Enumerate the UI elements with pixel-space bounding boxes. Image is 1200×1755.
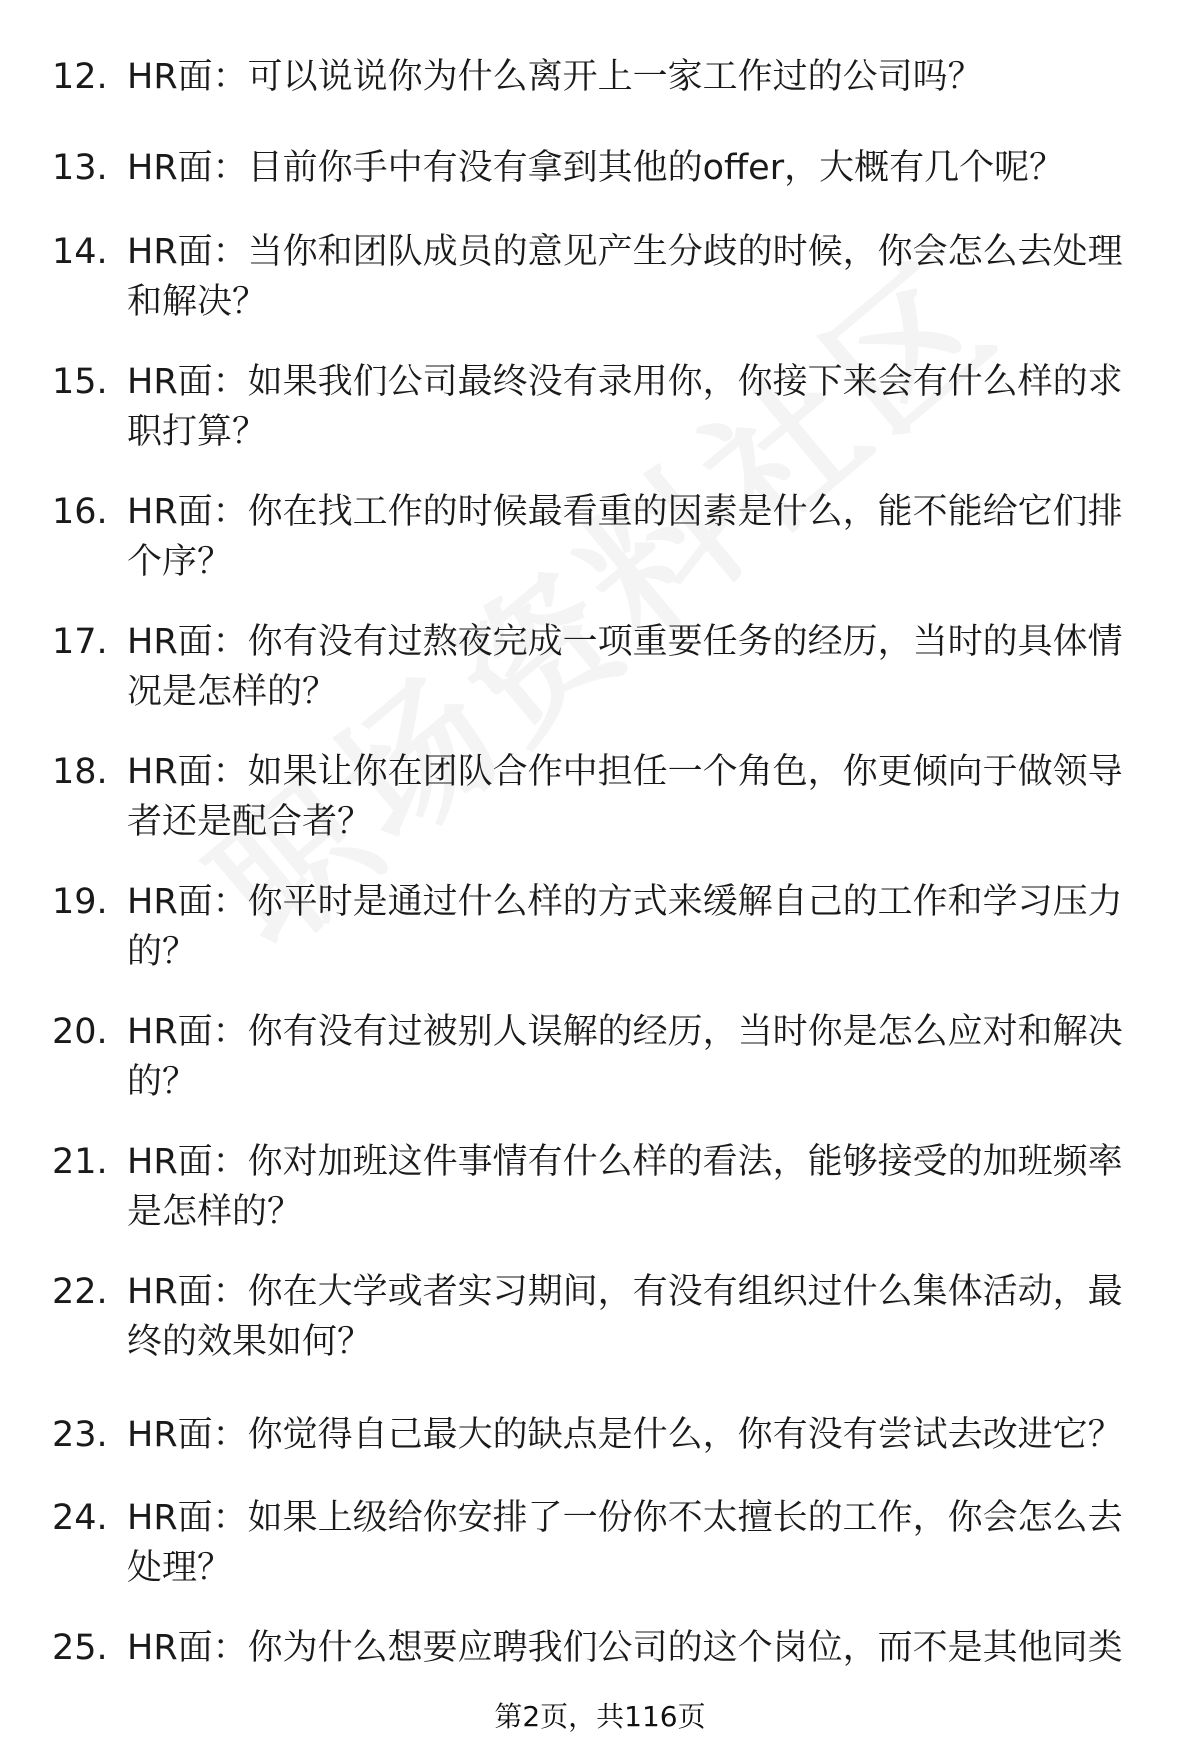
item-text (127, 1267, 1152, 1367)
item-number: 24. (52, 1498, 108, 1538)
item-number: 20. (52, 1012, 108, 1052)
item-number: 21. (52, 1142, 108, 1182)
item-text-line: 处理？ (127, 1548, 233, 1588)
item-text-line: HR面：如果上级给你安排了一份你不太擅长的工作，你会怎么去 (127, 1498, 1123, 1538)
item-text-line: HR面：你有没有过被别人误解的经历，当时你是怎么应对和解决 (127, 1012, 1123, 1052)
item-text-line: 况是怎样的？ (127, 672, 338, 712)
item-text (127, 1007, 1152, 1107)
item-number: 13. (52, 148, 108, 188)
item-text (127, 1493, 1152, 1593)
item-number: 23. (52, 1415, 108, 1455)
item-text-line: HR面：如果我们公司最终没有录用你，你接下来会有什么样的求 (127, 362, 1123, 402)
item-number: 25. (52, 1628, 108, 1668)
item-text-line: HR面：你为什么想要应聘我们公司的这个岗位，而不是其他同类 (127, 1628, 1123, 1668)
item-number: 14. (52, 232, 108, 272)
item-text-line: HR面：你觉得自己最大的缺点是什么，你有没有尝试去改进它？ (127, 1415, 1123, 1455)
item-text (127, 487, 1152, 587)
item-text-line: 和解决？ (127, 282, 268, 322)
item-number: 18. (52, 752, 108, 792)
item-text-line: 终的效果如何？ (127, 1322, 373, 1362)
item-number: 15. (52, 362, 108, 402)
item-text (127, 747, 1152, 847)
item-text-line: 个序？ (127, 542, 233, 582)
item-text (127, 52, 1152, 102)
item-text (127, 227, 1152, 327)
item-text-line: 是怎样的？ (127, 1192, 303, 1232)
item-text-line: HR面：你在大学或者实习期间，有没有组织过什么集体活动，最 (127, 1272, 1123, 1312)
item-number: 22. (52, 1272, 108, 1312)
item-text (127, 1623, 1152, 1673)
item-text (127, 1137, 1152, 1237)
item-text-line: 职打算？ (127, 412, 268, 452)
item-text (127, 1410, 1152, 1460)
item-text-line: 的？ (127, 1062, 198, 1102)
item-text (127, 877, 1152, 977)
item-text (127, 617, 1152, 717)
item-text-line: HR面：你平时是通过什么样的方式来缓解自己的工作和学习压力 (127, 882, 1123, 922)
item-text-line: 的？ (127, 932, 198, 972)
item-text-line: 者还是配合者？ (127, 802, 373, 842)
item-text-line: HR面：可以说说你为什么离开上一家工作过的公司吗？ (127, 57, 983, 97)
item-text-line: HR面：你在找工作的时候最看重的因素是什么，能不能给它们排 (127, 492, 1123, 532)
item-text-line: HR面：当你和团队成员的意见产生分歧的时候，你会怎么去处理 (127, 232, 1123, 272)
item-number: 16. (52, 492, 108, 532)
item-number: 12. (52, 57, 108, 97)
page-number-footer: 第2页，共116页 (494, 1700, 706, 1733)
item-text (127, 143, 1152, 193)
item-number: 19. (52, 882, 108, 922)
item-text-line: HR面：你有没有过熬夜完成一项重要任务的经历，当时的具体情 (127, 622, 1123, 662)
item-number: 17. (52, 622, 108, 662)
item-text-line: HR面：如果让你在团队合作中担任一个角色，你更倾向于做领导 (127, 752, 1123, 792)
item-text-line: HR面：目前你手中有没有拿到其他的offer，大概有几个呢？ (127, 148, 1065, 188)
item-text-line: HR面：你对加班这件事情有什么样的看法，能够接受的加班频率 (127, 1142, 1123, 1182)
item-text (127, 357, 1152, 457)
